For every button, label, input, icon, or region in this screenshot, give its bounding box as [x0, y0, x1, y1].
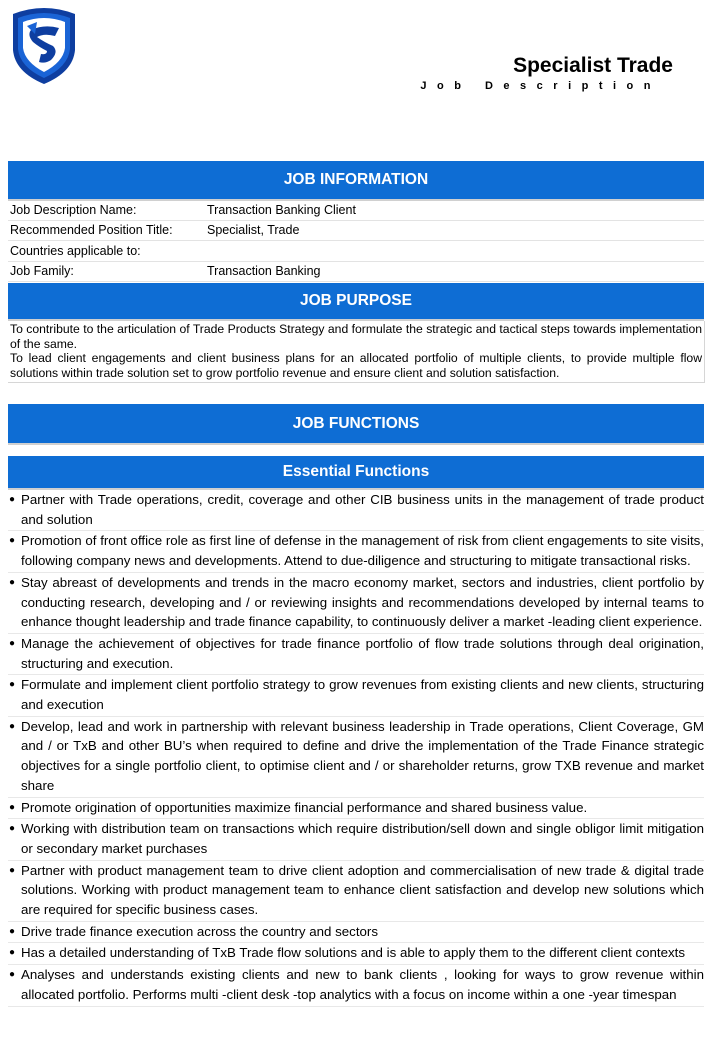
list-item	[8, 965, 704, 1006]
list-item-text: Develop, lead and work in partnership with relevant business leadership in Trade operations, Client Coverage, GM and / or TxB and other BU’s when required to define and drive the implementation of the Trade Finance strategic objectives for a single portfolio client, to optimise client and / or shareholder returns, grow TXB revenue and market share	[21, 718, 704, 793]
purpose-paragraph: To contribute to the articulation of Trade Products Strategy and formulate the strategic and tactical steps towards implementation of the same.	[10, 322, 702, 351]
list-item	[8, 922, 704, 944]
list-item-text: Promote origination of opportunities maximize financial performance and shared business value.	[21, 799, 588, 815]
list-item-text: Analyses and understands existing clients and new to bank clients , looking for ways to grow revenue within allocated portfolio. Performs multi -client desk -top analytics with a focus on income within a one -year timespan	[21, 967, 704, 1002]
table-row	[8, 241, 704, 262]
job-information-table	[8, 200, 704, 282]
document-title: Specialist Trade	[513, 54, 673, 77]
bullet-icon: ●	[9, 801, 16, 813]
list-item	[8, 675, 704, 716]
job-functions-heading: JOB FUNCTIONS	[8, 404, 704, 445]
bullet-icon: ●	[9, 679, 16, 691]
bullet-icon: ●	[9, 494, 16, 505]
list-item-text: Formulate and implement client portfolio strategy to grow revenues from existing clients and new clients, structuring and execution	[21, 677, 704, 713]
list-item-text: Partner with product management team to drive client adoption and commercialisation of new trade & digital trade solutions. Working with product management team to enhance client satisfaction and develop new solutions which are required for specific business cases.	[21, 862, 704, 918]
standard-bank-shield-icon	[9, 4, 79, 86]
essential-functions-list	[8, 490, 704, 1007]
table-row	[8, 261, 704, 282]
bullet-icon: ●	[9, 925, 16, 937]
job-purpose-heading: JOB PURPOSE	[8, 283, 704, 321]
purpose-paragraph: To lead client engagements and client business plans for an allocated portfolio of multiple clients, to provide multiple flow solutions within trade solution set to grow portfolio revenue and ensure client and solution satisfaction.	[10, 351, 702, 380]
row-label: Recommended Position Title:	[8, 220, 205, 241]
row-label: Countries applicable to:	[8, 241, 205, 262]
essential-functions-heading: Essential Functions	[8, 456, 704, 490]
bullet-icon: ●	[9, 947, 16, 959]
list-item	[8, 573, 704, 634]
bullet-icon: ●	[9, 864, 16, 876]
list-item-text: Partner with Trade operations, credit, coverage and other CIB business units in the management of trade product and solution	[21, 492, 704, 527]
bullet-icon: ●	[9, 823, 16, 835]
list-item-text: Has a detailed understanding of TxB Trade flow solutions and is able to apply them to the different client contexts	[21, 945, 686, 961]
list-item	[8, 943, 704, 965]
job-information-heading: JOB INFORMATION	[8, 161, 704, 201]
list-item	[8, 717, 704, 798]
list-item-text: Drive trade finance execution across the country and sectors	[21, 923, 378, 939]
bullet-icon: ●	[9, 720, 16, 732]
job-purpose-text	[8, 321, 705, 383]
bullet-icon: ●	[9, 576, 16, 588]
list-item	[8, 861, 704, 922]
list-item-text: Manage the achievement of objectives for trade finance portfolio of flow trade solutions through deal origination, structuring and execution.	[21, 635, 704, 671]
list-item	[8, 490, 704, 531]
list-item	[8, 819, 704, 860]
list-item-text: Working with distribution team on transactions which require distribution/sell down and single obligor limit mitigation or secondary market purchases	[21, 821, 704, 856]
table-row	[8, 200, 704, 220]
list-item-text: Promotion of front office role as first line of defense in the management of risk from client engagements to site visits, following company news and developments. Attend to due-diligence and structuring to mitigate transactional risks.	[21, 533, 704, 569]
row-value	[205, 241, 704, 262]
row-label: Job Description Name:	[8, 200, 205, 220]
row-label: Job Family:	[8, 261, 205, 282]
row-value: Transaction Banking Client	[205, 200, 704, 220]
list-item-text: Stay abreast of developments and trends in the macro economy market, sectors and industries, client portfolio by conducting research, developing and / or reviewing insights and recommendations developed by internal teams to enhance thought leadership and trade finance capability, to continuously deliver a market -leading client experience.	[21, 574, 704, 630]
table-row	[8, 220, 704, 241]
bullet-icon: ●	[9, 969, 16, 981]
list-item	[8, 798, 704, 820]
list-item	[8, 531, 704, 572]
row-value: Specialist, Trade	[205, 220, 704, 241]
row-value: Transaction Banking	[205, 261, 704, 282]
list-item	[8, 634, 704, 675]
bullet-icon: ●	[9, 535, 16, 547]
bullet-icon: ●	[9, 637, 16, 649]
document-subtitle: Job Description	[420, 80, 661, 92]
